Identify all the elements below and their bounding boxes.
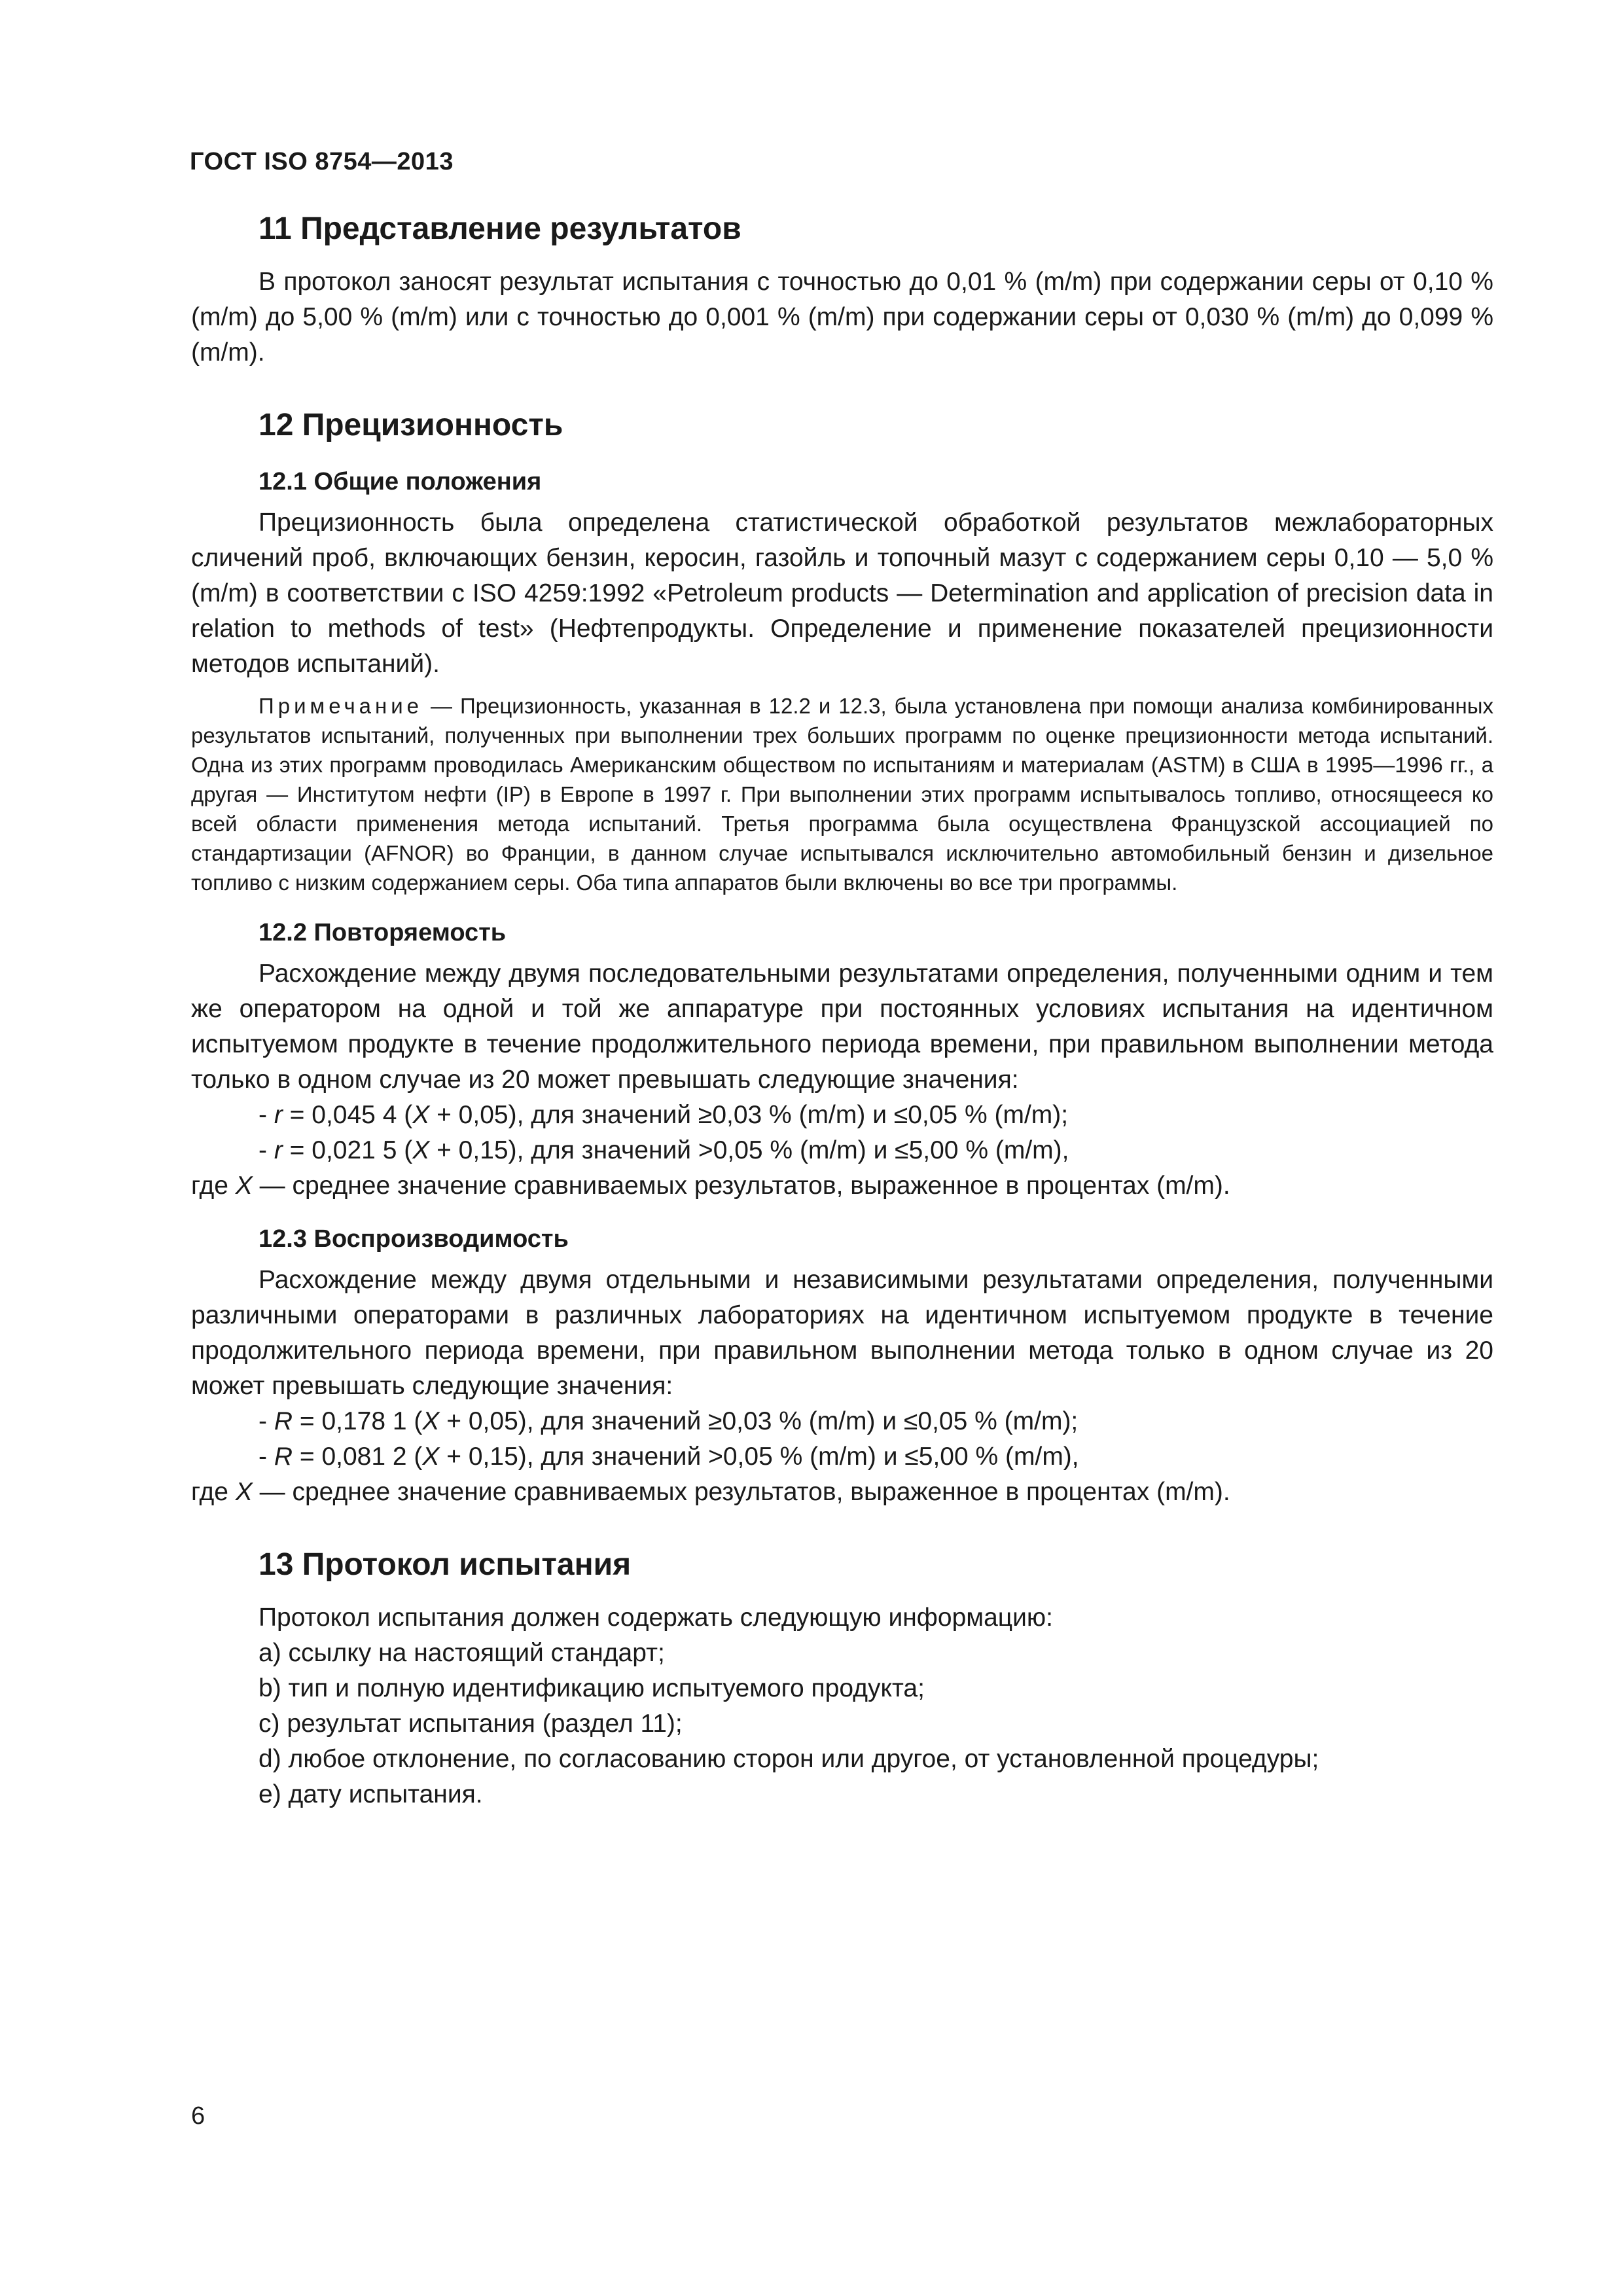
formula-rest: + 0,05), для значений ≥0,03 % (m/m) и ≤0,05 % (m/m); xyxy=(429,1101,1069,1129)
page-content xyxy=(191,208,1493,1812)
where-var: X xyxy=(235,1172,253,1200)
standard-id: ГОСТ ISO 8754—2013 xyxy=(190,148,454,175)
list-item: d) любое отклонение, по согласованию сторон или другое, от установленной процедуры; xyxy=(259,1745,1319,1773)
note-label: Примечание xyxy=(259,694,423,718)
where-var: X xyxy=(235,1478,253,1506)
section-13-intro: Протокол испытания должен содержать следующую информацию: xyxy=(259,1604,1053,1632)
note-text: — Прецизионность, указанная в 12.2 и 12.3, была установлена при помощи анализа комбинированных результатов испытаний, полученных при выполнении трех больших программ по оценке прецизионности метода испытаний. Одна из этих программ проводилась Американским обществом по испытаниям и материалам (ASTM) в США в 1995—1996 гг., а другая — Институтом нефти (IP) в Европе в 1997 г. При выполнении этих программ испытывалось топливо, относящееся ко всей области применения метода испытаний. Третья программа была осуществлена Французской ассоциацией по стандартизации (AFNOR) во Франции, в данном случае испытывался исключительно автомобильный бензин и дизельное топливо с низким содержанием серы. Оба типа аппаратов были включены во все три программы. xyxy=(191,694,1493,895)
list-item: a) ссылку на настоящий стандарт; xyxy=(259,1639,665,1667)
list-item: c) результат испытания (раздел 11); xyxy=(259,1710,683,1738)
section-13-title: 13 Протокол испытания xyxy=(259,1547,632,1582)
formula-line xyxy=(191,1404,1493,1439)
note-paragraph xyxy=(191,691,1493,897)
section-12-3-title: 12.3 Воспроизводимость xyxy=(259,1225,569,1253)
where-prefix: где xyxy=(191,1478,236,1506)
formula-mid: = 0,081 2 ( xyxy=(293,1443,423,1471)
formula-rest: + 0,15), для значений >0,05 % (m/m) и ≤5,00 % (m/m), xyxy=(429,1136,1069,1164)
where-line xyxy=(191,1168,1493,1204)
formula-mid: = 0,045 4 ( xyxy=(282,1101,413,1129)
list-item: e) дату испытания. xyxy=(259,1780,483,1808)
formula-var: R xyxy=(274,1443,293,1471)
where-text: — среднее значение сравниваемых результатов, выраженное в процентах (m/m). xyxy=(252,1478,1230,1506)
formula-mid: = 0,178 1 ( xyxy=(293,1407,423,1435)
section-11-title: 11 Представление результатов xyxy=(259,211,741,246)
list-item: b) тип и полную идентификацию испытуемого продукта; xyxy=(259,1674,925,1702)
formula-rest: + 0,15), для значений >0,05 % (m/m) и ≤5,00 % (m/m), xyxy=(439,1443,1079,1471)
formula-x: X xyxy=(412,1136,430,1164)
formula-line xyxy=(191,1439,1493,1475)
section-12-title: 12 Прецизионность xyxy=(259,408,563,442)
formula-line xyxy=(191,1098,1493,1133)
formula-x: X xyxy=(422,1443,440,1471)
section-12-1-text: Прецизионность была определена статистической обработкой результатов межлабораторных сличений проб, включающих бензин, керосин, газойль и топочный мазут с содержанием серы 0,10 — 5,0 % (m/m) в соответствии с ISO 4259:1992 «Petroleum products — Determination and application of precision data in relation to methods of test» (Нефтепродукты. Определение и применение показателей прецизионности методов испытаний). xyxy=(191,509,1493,678)
formula-var: r xyxy=(274,1136,283,1164)
where-prefix: где xyxy=(191,1172,236,1200)
section-12-2-text: Расхождение между двумя последовательными результатами определения, полученными одним и тем же оператором на одной и той же аппаратуре при постоянных условиях испытания на идентичном испытуемом продукте в течение продолжительного периода времени, при правильном выполнении метода только в одном случае из 20 может превышать следующие значения: xyxy=(191,960,1493,1094)
where-line xyxy=(191,1475,1493,1510)
section-12-3-text: Расхождение между двумя отдельными и независимыми результатами определения, полученными различными операторами в различных лабораториях на идентичном испытуемом продукте в течение продолжительного периода времени, при правильном выполнении метода только в одном случае из 20 может превышать следующие значения: xyxy=(191,1266,1493,1400)
where-text: — среднее значение сравниваемых результатов, выраженное в процентах (m/m). xyxy=(252,1172,1230,1200)
formula-mid: = 0,021 5 ( xyxy=(282,1136,413,1164)
formula-prefix: - xyxy=(259,1101,274,1129)
section-12-2-title: 12.2 Повторяемость xyxy=(259,919,507,946)
formula-prefix: - xyxy=(259,1443,274,1471)
formula-x: X xyxy=(412,1101,430,1129)
formula-prefix: - xyxy=(259,1407,274,1435)
section-11-text: В протокол заносят результат испытания с точностью до 0,01 % (m/m) при содержании серы от 0,10 % (m/m) до 5,00 % (m/m) или с точностью до 0,001 % (m/m) при содержании серы от 0,030 % (m/m) до 0,099 % (m/m). xyxy=(191,268,1493,367)
section-12-1-title: 12.1 Общие положения xyxy=(259,468,542,495)
page-number: 6 xyxy=(191,2102,205,2130)
formula-rest: + 0,05), для значений ≥0,03 % (m/m) и ≤0,05 % (m/m); xyxy=(439,1407,1079,1435)
formula-var: r xyxy=(274,1101,283,1129)
formula-line xyxy=(191,1133,1493,1168)
formula-x: X xyxy=(422,1407,440,1435)
formula-prefix: - xyxy=(259,1136,274,1164)
formula-var: R xyxy=(274,1407,293,1435)
